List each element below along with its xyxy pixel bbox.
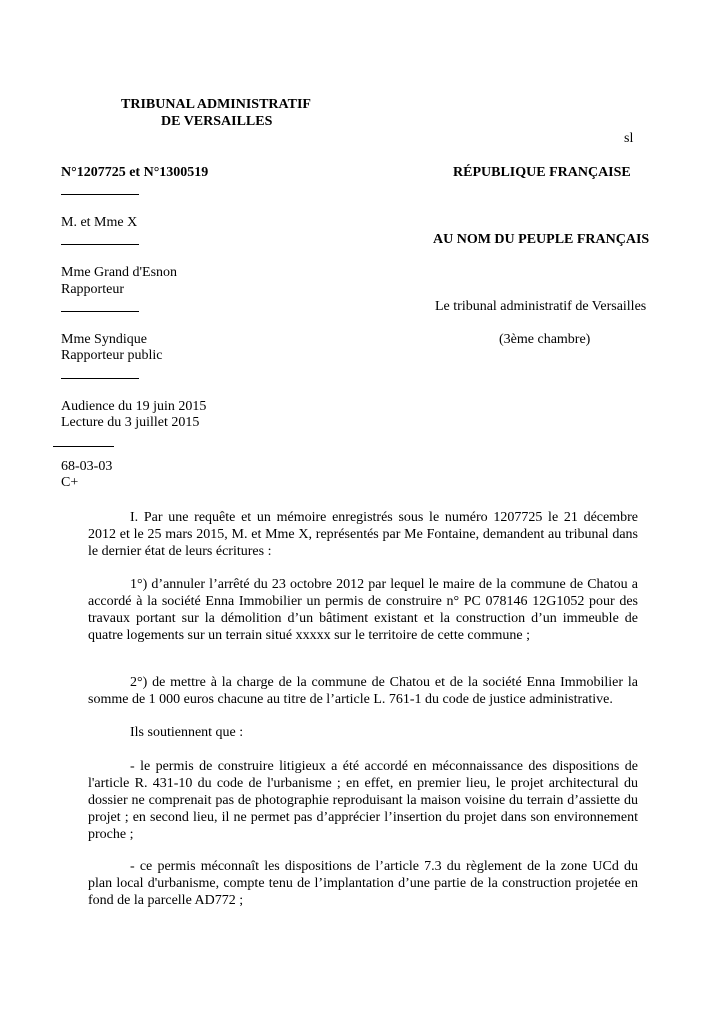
clerk-initials: sl: [624, 131, 634, 146]
body-paragraph-conclusion-2: 2°) de mettre à la charge de la commune de Chatou et de la société Enna Immobilier la somme de 1 000 euros chacune au titre de l’article L. 761-1 du code de justice administrative.: [88, 675, 638, 707]
divider: [61, 311, 139, 312]
case-numbers: N°1207725 et N°1300519: [61, 165, 209, 180]
body-paragraph-argument-1: - le permis de construire litigieux a été accordé en méconnaissance des dispositions de l'article R. 431-10 du code de l'urbanisme ; en effet, en premier lieu, le projet architectural du dossier ne comprenait pas de photographie reproduisant la maison voisine du terrain d’assiette du projet ; en second lieu, il ne permet pas d’apprécier l’insertion du projet dans son environnement proche ;: [88, 759, 638, 842]
classification-grade: C+: [61, 475, 79, 490]
hearing-date: Audience du 19 juin 2015: [61, 399, 207, 414]
parties: M. et Mme X: [61, 215, 138, 230]
divider: [61, 194, 139, 195]
court-name-line2: DE VERSAILLES: [161, 114, 273, 129]
divider: [61, 244, 139, 245]
divider: [61, 378, 139, 379]
classification-code: 68-03-03: [61, 459, 113, 474]
body-paragraph-conclusion-1: 1°) d’annuler l’arrêté du 23 octobre 2012 par lequel le maire de la commune de Chatou a accordé à la société Enna Immobilier un permis de construire n° PC 078146 12G1052 pour des travaux portant sur la démolition d’un bâtiment existant et la construction d’un immeuble de quatre logements sur un terrain situé xxxxx sur le territoire de cette commune ;: [88, 577, 638, 643]
chamber: (3ème chambre): [499, 332, 591, 347]
body-paragraph-argument-2: - ce permis méconnaît les dispositions de l’article 7.3 du règlement de la zone UCd du plan local d'urbanisme, compte tenu de l’implantation d’une partie de la construction projetée en fond de la parcelle AD772 ;: [88, 859, 638, 908]
republic-heading: RÉPUBLIQUE FRANÇAISE: [453, 165, 631, 180]
body-paragraph-intro: I. Par une requête et un mémoire enregistrés sous le numéro 1207725 le 21 décembre 2012 et le 25 mars 2015, M. et Mme X, représentés par Me Fontaine, demandent au tribunal dans le dernier état de leurs écritures :: [88, 510, 638, 559]
reading-date: Lecture du 3 juillet 2015: [61, 415, 200, 430]
tribunal-line: Le tribunal administratif de Versailles: [435, 299, 647, 314]
court-name-line1: TRIBUNAL ADMINISTRATIF: [121, 97, 311, 112]
rapporteur-role: Rapporteur: [61, 282, 124, 297]
au-nom-heading: AU NOM DU PEUPLE FRANÇAIS: [433, 232, 650, 247]
rapporteur-public-name: Mme Syndique: [61, 332, 147, 347]
rapporteur-public-role: Rapporteur public: [61, 348, 163, 363]
rapporteur-name: Mme Grand d'Esnon: [61, 265, 178, 280]
body-paragraph-arguments-intro: Ils soutiennent que :: [130, 725, 244, 740]
divider: [53, 446, 114, 447]
